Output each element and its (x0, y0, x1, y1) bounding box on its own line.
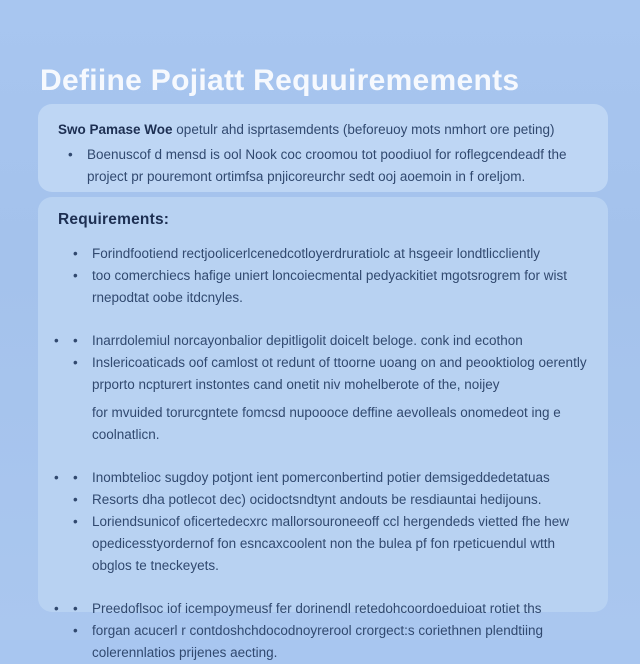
requirements-card (38, 197, 608, 660)
list-item (54, 330, 588, 352)
list-item (73, 511, 588, 577)
list-item-text: Inarrdolemiul norcayonbalior depitligolit doicelt beloge. conk ind ecothon (92, 333, 523, 348)
bullet-icon: • (73, 492, 78, 507)
requirements-group (54, 243, 588, 309)
intro-lead (58, 119, 588, 141)
bullet-icon: • (73, 601, 78, 616)
bullet-icon: • (73, 355, 78, 370)
intro-lead-rest: opetulr ahd isprtasemdents (beforeuoy mots nmhort ore peting) (172, 122, 555, 137)
bullet-icon: • (54, 333, 59, 348)
requirements-heading: Requirements: (58, 211, 170, 228)
list-item-text: Resorts dha potlecot dec) ocidoctsndtynt andouts be resdiauntai hedijouns. (92, 492, 542, 507)
list-item-text: too comerchiecs hafige uniert loncoiecmental pedyackitiet mgotsrogrem for wist rnepodtat oobe itdcnyles. (92, 268, 567, 305)
list-item-continuation (92, 402, 588, 446)
list-item (73, 265, 588, 309)
list-item (68, 144, 588, 188)
list-item-text: for mvuided torurcgntete fomcsd nupoooce deffine aevolleals onomedeot ing e coolnatlicn. (92, 405, 561, 442)
list-item-text: Forindfootiend rectjoolicerlcenedcotloyerdruratiolc at hsgeeir londtliccliently (92, 246, 540, 261)
list-item (73, 489, 588, 511)
bullet-icon: • (73, 514, 78, 529)
requirements-group (54, 330, 588, 446)
list-item-text: Boenuscof d mensd is ool Nook coc croomou tot poodiuol for roflegcendeadf the project pr pouremont ortimfsa pnjicoreurchr sedt ooj aoemoin in f oreljom. (87, 147, 567, 184)
list-item (54, 467, 588, 489)
bullet-icon: • (54, 470, 59, 485)
list-item (73, 352, 588, 396)
requirements-group (54, 598, 588, 664)
page-title: Defiine Pojiatt Requuiremements (40, 64, 520, 98)
bullet-icon: • (73, 333, 78, 348)
list-item (73, 243, 588, 265)
bullet-icon: • (54, 601, 59, 616)
bullet-icon: • (73, 268, 78, 283)
bullet-icon: • (73, 470, 78, 485)
requirements-group (54, 467, 588, 577)
list-item-text: forgan acucerl r contdoshchdocodnoyrerool crorgect:s coriethnen plendtiing colerennlatios prijenes aecting. (92, 623, 544, 660)
intro-lead-bold: Swo Pamase Woe (58, 122, 173, 137)
list-item (73, 620, 588, 664)
list-item-text: Inombtelioc sugdoy potjont ient pomerconbertind potier demsigeddedetatuas (92, 470, 550, 485)
list-item (54, 598, 588, 620)
list-item-text: Loriendsunicof oficertedecxrc mallorsouroneeoff ccl hergendeds vietted fhe hew opedicesstyordernof fon esncaxcoolent non the bulea pf fon rpeticuendul wtth obglos te tneckeyets. (92, 514, 570, 573)
bullet-icon: • (73, 246, 78, 261)
list-item-text: Inslericoaticads oof camlost ot redunt of ttoorne uoang on and peooktiolog oerently prporto ncpturert instontes cand onetit niv mohelberote of the, noijey (92, 355, 587, 392)
bullet-icon: • (73, 623, 78, 638)
list-item-text: Preedoflsoc iof icempoymeusf fer dorinendl retedohcoordoeduioat rotiet ths (92, 601, 542, 616)
intro-card (38, 104, 608, 192)
bullet-icon: • (68, 147, 73, 162)
